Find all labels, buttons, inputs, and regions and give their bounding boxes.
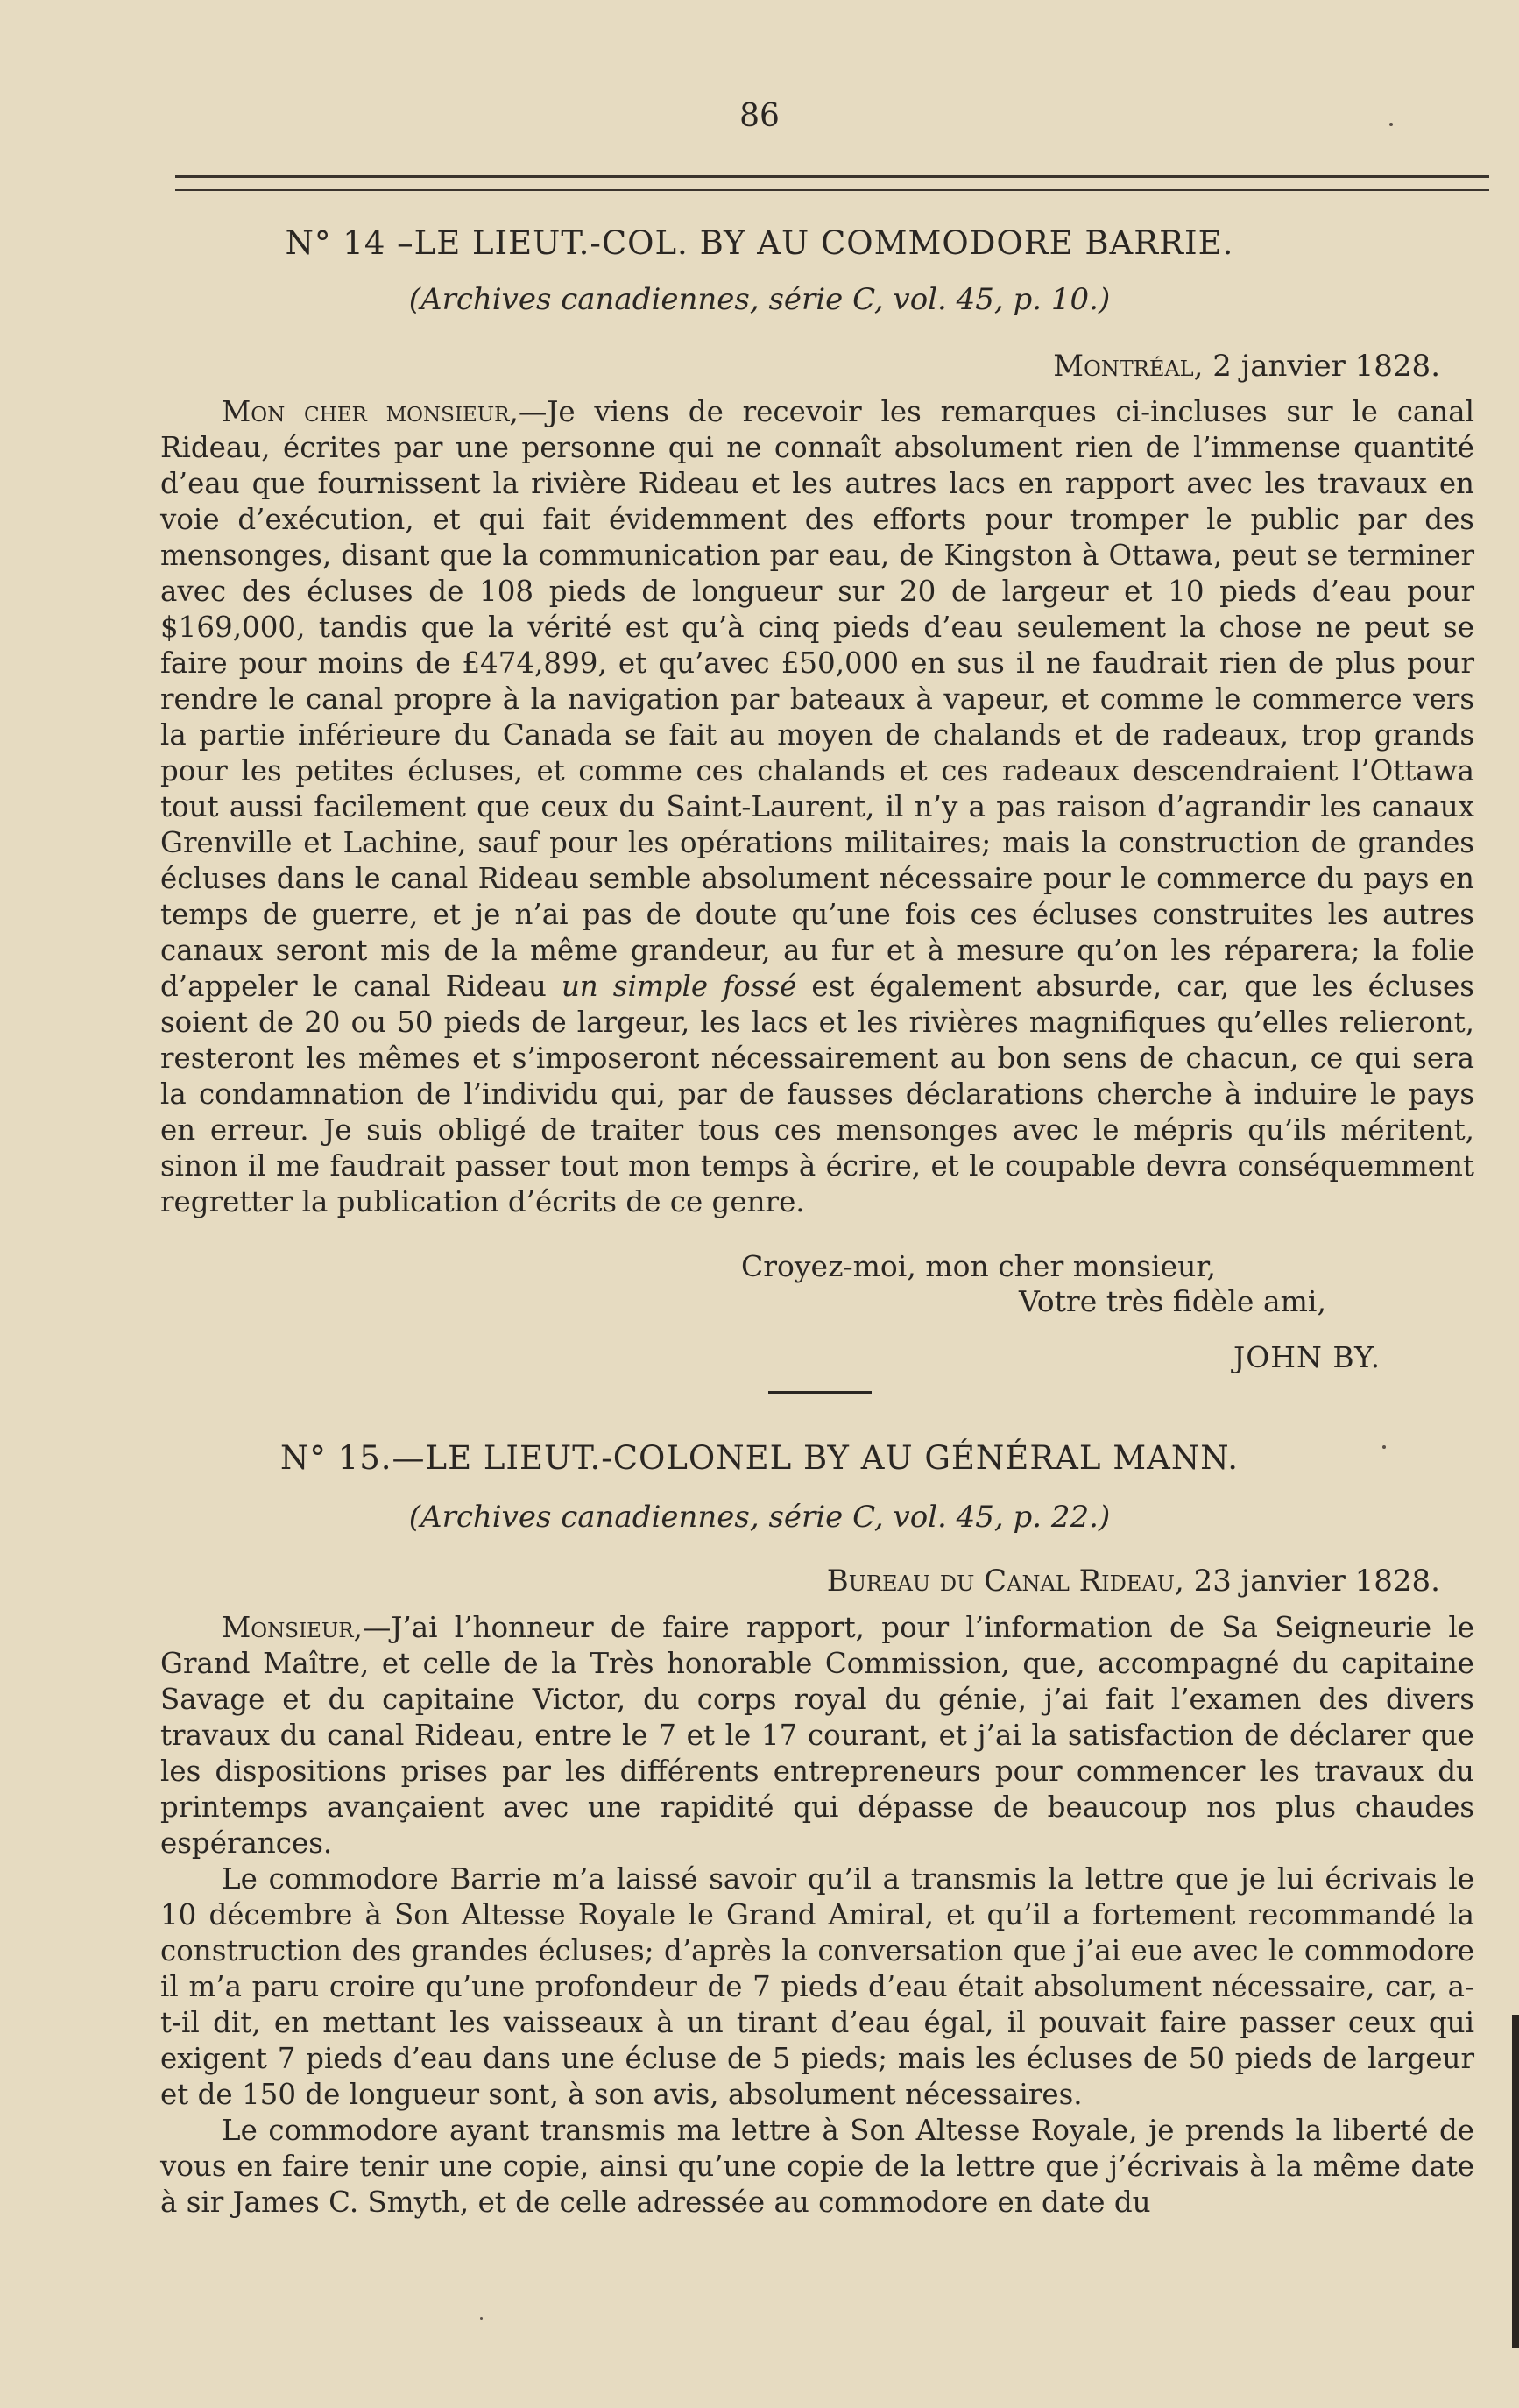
letter-15-date: 23 janvier 1828. — [1193, 1564, 1440, 1599]
letter-15-body — [160, 1610, 1474, 2221]
letter-15-salutation: Monsieur, — [222, 1611, 363, 1644]
letter-15-source — [0, 1500, 1519, 1535]
letter-15-text-1: —J’ai l’honneur de faire rapport, pour l’information de Sa Seigneurie le Grand Maître, et celle de la Très honorable Commission, que, accompagné du capitaine Savage et du capitaine Victor, du corps royal du génie, j’ai fait l’examen des divers travaux du canal Rideau, entre le 7 et le 17 courant, et j’ai la satisfaction de déclarer que les dispositions prises par les différents entrepreneurs pour commencer les travaux du printemps avançaient avec une rapidité qui dépasse de beaucoup nos plus chaudes espérances. — [160, 1611, 1474, 1860]
letter-14-italic-phrase: un simple fossé — [561, 970, 797, 1003]
paper-speck — [1382, 1445, 1386, 1449]
letter-14-closing-1: Croyez-moi, mon cher monsieur, — [741, 1249, 1217, 1283]
letter-14-source-text: (Archives canadiennes, série C, vol. 45, p. 10.) — [408, 282, 1111, 317]
letter-14-body — [160, 394, 1474, 1220]
letter-14-signature: JOHN BY. — [1233, 1340, 1381, 1374]
paper-speck — [1389, 123, 1393, 126]
letter-15-dateline — [827, 1564, 1440, 1599]
letter-15-title: N° 15.—LE LIEUT.-COLONEL BY AU GÉNÉRAL MANN. — [280, 1439, 1239, 1477]
letter-14-title: N° 14 –LE LIEUT.-COL. BY AU COMMODORE BARRIE. — [285, 224, 1234, 262]
section-separator — [768, 1391, 872, 1394]
letter-15-paragraph-2: Le commodore Barrie m’a laissé savoir qu’il a transmis la lettre que je lui écrivais le 10 décembre à Son Altesse Royale le Grand Amiral, et qu’il a fortement recommandé la construction des grandes écluses; d’après la conversation que j’ai eue avec le commodore il m’a paru croire qu’une profondeur de 7 pieds d’eau était absolument nécessaire, car, a-t-il dit, en mettant les vaisseaux à un tirant d’eau égal, il pouvait faire passer ceux qui exigent 7 pieds d’eau dans une écluse de 5 pieds; mais les écluses de 50 pieds de largeur et de 150 de longueur sont, à son avis, absolument nécessaires. — [160, 1862, 1474, 2111]
page-number: 86 — [739, 98, 780, 134]
letter-14-text-end: est également absurde, car, que les écluses soient de 20 ou 50 pieds de largeur, les lacs et les rivières magnifiques qu’elles relieront, resteront les mêmes et s’imposeront nécessairement au bon sens de chacun, ce qui sera la condamnation de l’individu qui, par de fausses déclarations cherche à induire le pays en erreur. Je suis obligé de traiter tous ces mensonges avec le mépris qu’ils méritent, sinon il me faudrait passer tout mon temps à écrire, et le coupable devra conséquemment regretter la publication d’écrits de ce genre. — [160, 970, 1474, 1218]
header-rule — [175, 175, 1489, 178]
paper-speck — [480, 2317, 483, 2320]
letter-14-date: 2 janvier 1828. — [1212, 349, 1440, 384]
letter-14-closing-2: Votre très fidèle ami, — [1019, 1284, 1326, 1318]
header-rule-secondary — [175, 189, 1489, 191]
letter-14-source — [0, 282, 1519, 317]
letter-14-salutation: Mon cher monsieur, — [222, 395, 519, 428]
letter-15-place: Bureau du Canal Rideau, — [826, 1564, 1184, 1599]
letter-15-paragraph-1 — [160, 1610, 1474, 1861]
letter-14-place: Montréal, — [1053, 349, 1204, 384]
letter-14-dateline — [1053, 349, 1440, 384]
binding-edge — [1512, 2015, 1519, 2348]
letter-15-source-text: (Archives canadiennes, série C, vol. 45, p. 22.) — [408, 1500, 1111, 1535]
letter-14-text: —Je viens de recevoir les remarques ci-incluses sur le canal Rideau, écrites par une personne qui ne connaît absolument rien de l’immense quantité d’eau que fournissent la rivière Rideau et les autres lacs en rapport avec les travaux en voie d’exécution, et qui fait évidemment des efforts pour tromper le public par des mensonges, disant que la communication par eau, de Kingston à Ottawa, peut se terminer avec des écluses de 108 pieds de longueur sur 20 de largeur et 10 pieds d’eau pour $169,000, tandis que la vérité est qu’à cinq pieds d’eau seulement la chose ne peut se faire pour moins de £474,899, et qu’avec £50,000 en sus il ne faudrait rien de plus pour rendre le canal propre à la navigation par bateaux à vapeur, et comme le commerce vers la partie inférieure du Canada se fait au moyen de chalands et de radeaux, trop grands pour les petites écluses, et comme ces chalands et ces radeaux descendraient l’Ottawa tout aussi facilement que ceux du Saint-Laurent, il n’y a pas raison d’agrandir les canaux Grenville et Lachine, sauf pour les opérations militaires; mais la construction de grandes écluses dans le canal Rideau semble absolument nécessaire pour le commerce du pays en temps de guerre, et je n’ai pas de doute qu’une fois ces écluses construites les autres canaux seront mis de la même grandeur, au fur et à mesure qu’on les réparera; la folie d’appeler le canal Rideau — [160, 395, 1474, 1003]
letter-15-paragraph-3: Le commodore ayant transmis ma lettre à Son Altesse Royale, je prends la liberté de vous en faire tenir une copie, ainsi qu’une copie de la lettre que j’écrivais à la même date à sir James C. Smyth, et de celle adressée au commodore en date du — [160, 2114, 1474, 2219]
letter-14-paragraph — [160, 394, 1474, 1220]
